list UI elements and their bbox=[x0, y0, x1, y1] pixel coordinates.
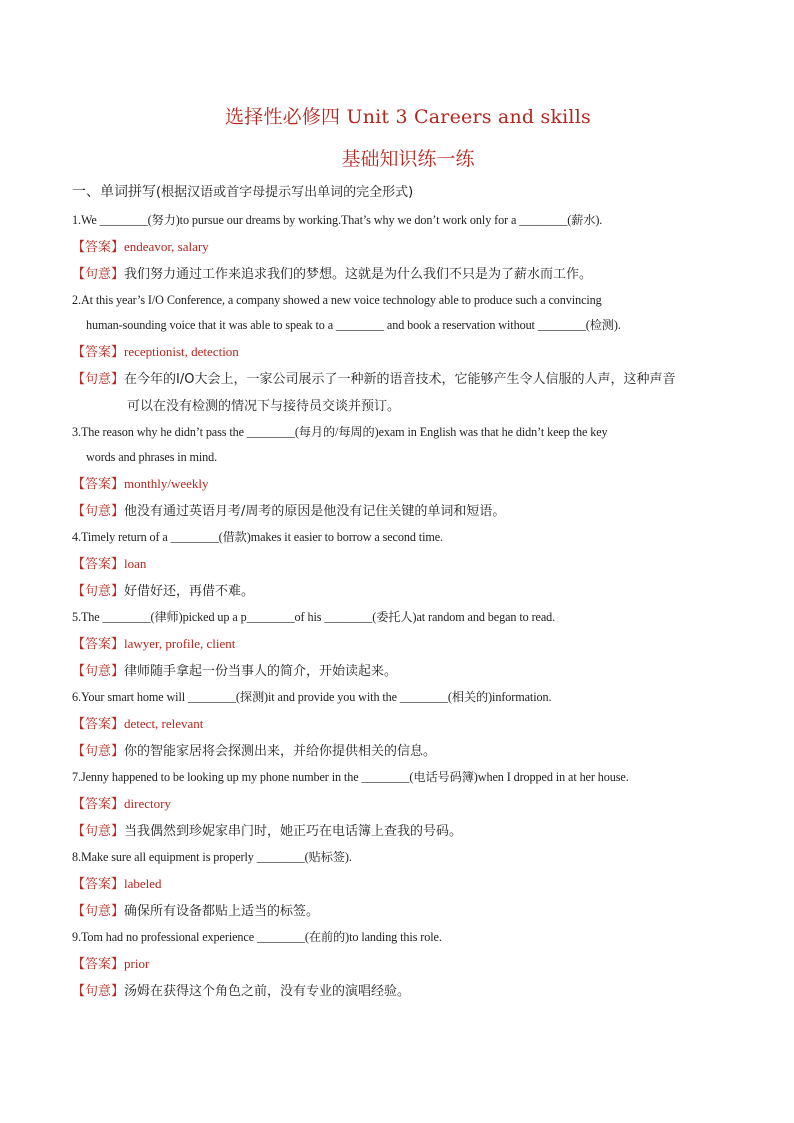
question-line: 4.Timely return of a ________(借款)makes it easier to borrow a second time. bbox=[72, 530, 443, 544]
meaning-text: 在今年的I/O大会上，一家公司展示了一种新的语音技术，它能够产生令人信服的人声，这种声音 bbox=[124, 372, 676, 387]
question-line: 6.Your smart home will ________(探测)it and provide you with the ________(相关的)information. bbox=[72, 690, 552, 704]
answer-label: 【答案】 bbox=[72, 637, 125, 652]
exercise-item bbox=[72, 845, 744, 925]
question-line-continued: human-sounding voice that it was able to speak to a ________ and book a reservation without ________(检测). bbox=[86, 318, 621, 332]
meaning-label: 【句意】 bbox=[72, 584, 125, 599]
exercise-item bbox=[72, 685, 744, 765]
meaning-line bbox=[72, 261, 744, 288]
section-heading bbox=[72, 182, 744, 203]
question-line: 2.At this year’s I/O Conference, a company showed a new voice technology able to produce such a convincing bbox=[72, 293, 602, 307]
meaning-label: 【句意】 bbox=[72, 267, 125, 282]
meaning-text: 汤姆在获得这个角色之前，没有专业的演唱经验。 bbox=[124, 984, 411, 999]
meaning-text: 好借好还，再借不难。 bbox=[124, 584, 255, 599]
meaning-line bbox=[72, 978, 744, 1005]
answer-label: 【答案】 bbox=[72, 557, 125, 572]
section-heading-label: 一、单词拼写 bbox=[72, 184, 156, 200]
meaning-label: 【句意】 bbox=[72, 904, 125, 919]
meaning-line bbox=[72, 818, 744, 845]
meaning-line bbox=[72, 498, 744, 525]
meaning-label: 【句意】 bbox=[72, 744, 125, 759]
answer-value: labeled bbox=[124, 876, 162, 891]
answer-line bbox=[72, 233, 744, 261]
exercise-list bbox=[72, 208, 744, 1005]
answer-label: 【答案】 bbox=[72, 477, 125, 492]
meaning-text: 当我偶然到珍妮家串门时，她正巧在电话簿上查我的号码。 bbox=[124, 824, 463, 839]
answer-value: loan bbox=[124, 556, 147, 571]
page-title: 选择性必修四 Unit 3 Careers and skills bbox=[225, 106, 591, 128]
meaning-label: 【句意】 bbox=[72, 664, 125, 679]
answer-line bbox=[72, 630, 744, 658]
question-text bbox=[72, 845, 744, 870]
answer-value: detect, relevant bbox=[124, 716, 204, 731]
meaning-label: 【句意】 bbox=[72, 372, 125, 387]
answer-line bbox=[72, 338, 744, 366]
exercise-item bbox=[72, 420, 744, 525]
question-line: 7.Jenny happened to be looking up my phone number in the ________(电话号码簿)when I dropped in at her house. bbox=[72, 770, 629, 784]
exercise-item bbox=[72, 605, 744, 685]
answer-line bbox=[72, 470, 744, 498]
answer-line bbox=[72, 790, 744, 818]
meaning-line bbox=[72, 898, 744, 925]
question-text bbox=[72, 685, 744, 710]
question-text bbox=[72, 288, 744, 338]
section-heading-hint: (根据汉语或首字母提示写出单词的完全形式) bbox=[156, 185, 414, 200]
question-text bbox=[72, 525, 744, 550]
question-line: 1.We ________(努力)to pursue our dreams by working.That’s why we don’t work only for a ________(薪水). bbox=[72, 213, 603, 227]
question-text bbox=[72, 208, 744, 233]
answer-line bbox=[72, 950, 744, 978]
meaning-text: 你的智能家居将会探测出来，并给你提供相关的信息。 bbox=[124, 744, 437, 759]
meaning-line bbox=[72, 578, 744, 605]
answer-label: 【答案】 bbox=[72, 717, 125, 732]
meaning-text: 律师随手拿起一份当事人的简介，开始读起来。 bbox=[124, 664, 398, 679]
answer-label: 【答案】 bbox=[72, 345, 125, 360]
meaning-text: 确保所有设备都贴上适当的标签。 bbox=[124, 904, 320, 919]
meaning-text-continued: 可以在没有检测的情况下与接待员交谈并预订。 bbox=[127, 399, 401, 414]
meaning-text: 我们努力通过工作来追求我们的梦想。这就是为什么我们不只是为了薪水而工作。 bbox=[124, 267, 593, 282]
exercise-item bbox=[72, 765, 744, 845]
exercise-item bbox=[72, 925, 744, 1005]
answer-line bbox=[72, 550, 744, 578]
question-text bbox=[72, 925, 744, 950]
question-line: 5.The ________(律师)picked up a p________of his ________(委托人)at random and began to read. bbox=[72, 610, 556, 624]
answer-label: 【答案】 bbox=[72, 877, 125, 892]
answer-label: 【答案】 bbox=[72, 797, 125, 812]
question-line: 9.Tom had no professional experience ________(在前的)to landing this role. bbox=[72, 930, 442, 944]
answer-line bbox=[72, 870, 744, 898]
answer-value: directory bbox=[124, 796, 171, 811]
question-line-continued: words and phrases in mind. bbox=[86, 450, 218, 464]
meaning-line bbox=[72, 738, 744, 765]
question-line: 3.The reason why he didn’t pass the ________(每月的/每周的)exam in English was that he didn’t keep the key bbox=[72, 425, 608, 439]
exercise-item bbox=[72, 208, 744, 288]
meaning-label: 【句意】 bbox=[72, 824, 125, 839]
answer-value: prior bbox=[124, 956, 150, 971]
answer-label: 【答案】 bbox=[72, 957, 125, 972]
answer-value: receptionist, detection bbox=[124, 344, 239, 359]
meaning-text: 他没有通过英语月考/周考的原因是他没有记住关键的单词和短语。 bbox=[124, 504, 506, 519]
answer-value: endeavor, salary bbox=[124, 239, 209, 254]
exercise-item bbox=[72, 525, 744, 605]
answer-value: lawyer, profile, client bbox=[124, 636, 236, 651]
meaning-line bbox=[72, 658, 744, 685]
question-text bbox=[72, 420, 744, 470]
page-subtitle: 基础知识练一练 bbox=[341, 148, 475, 170]
question-text bbox=[72, 765, 744, 790]
meaning-label: 【句意】 bbox=[72, 984, 125, 999]
question-line: 8.Make sure all equipment is properly ________(贴标签). bbox=[72, 850, 352, 864]
question-text bbox=[72, 605, 744, 630]
meaning-label: 【句意】 bbox=[72, 504, 125, 519]
exercise-item bbox=[72, 288, 744, 420]
answer-value: monthly/weekly bbox=[124, 476, 209, 491]
answer-line bbox=[72, 710, 744, 738]
answer-label: 【答案】 bbox=[72, 240, 125, 255]
meaning-line bbox=[72, 366, 744, 420]
